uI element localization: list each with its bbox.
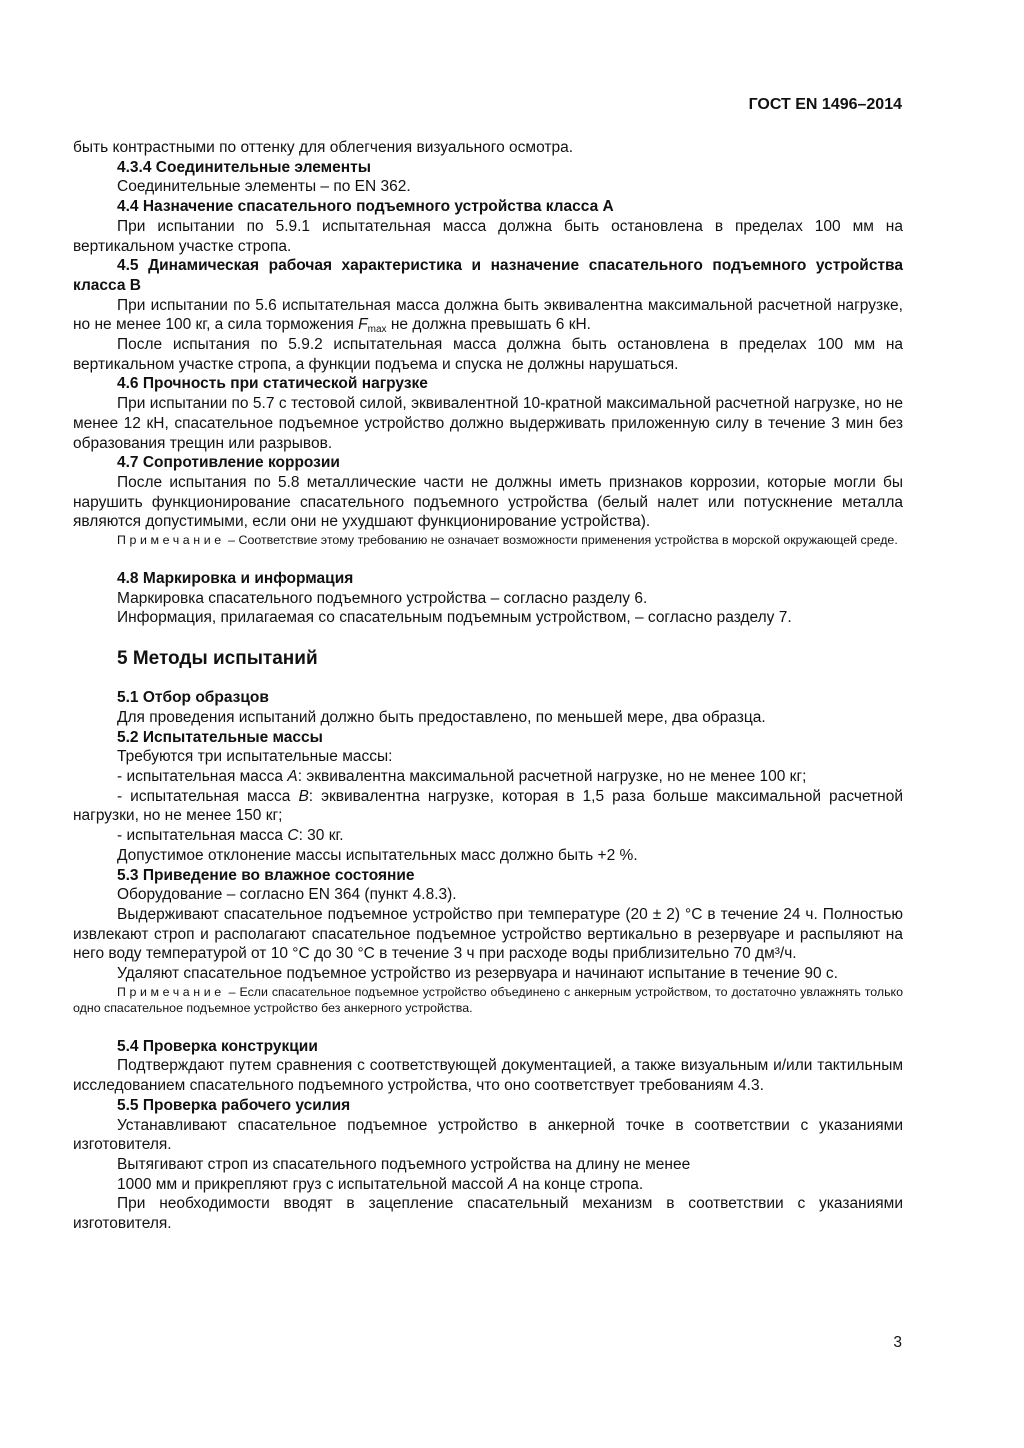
force-subscript: max (367, 324, 387, 336)
note-label: Примечание (117, 533, 225, 548)
text-run: : эквивалентна нагрузке, которая в 1,5 раза больше максимальной расчетной нагрузки, но не менее 150 кг; (73, 787, 903, 825)
section-heading-5: 5 Методы испытаний (117, 648, 318, 670)
subsection-heading-5-3: 5.3 Приведение во влажное состояние (117, 866, 415, 884)
text-run: При испытании по 5.6 испытательная масса должна быть эквивалентна максимальной расчетной нагрузке, но не менее 100 кг, а сила торможения (73, 296, 903, 334)
note (73, 532, 903, 548)
paragraph: Подтверждают путем сравнения с соответствующей документацией, а также визуальным и/или тактильным исследованием спасательного подъемного устройства, что оно соответствует требованиям 4.3. (73, 1057, 903, 1095)
list-item (73, 767, 903, 787)
paragraph: После испытания по 5.8 металлические части не должны иметь признаков коррозии, которые могли бы нарушить функционирование спасательного подъемного устройства (белый налет или потускнение металла являются допустимыми, если они не ухудшают функционирование устройства). (73, 473, 903, 531)
text-run: на конце стропа. (518, 1175, 644, 1193)
page-number: 3 (893, 1334, 902, 1351)
text-run: - испытательная масса (117, 787, 299, 805)
subsection-heading-4-8: 4.8 Маркировка и информация (117, 570, 354, 588)
mass-symbol: С (287, 827, 299, 845)
paragraph: Допустимое отклонение массы испытательных масс должно быть +2 %. (117, 846, 638, 864)
note (73, 984, 903, 1016)
document-body (73, 138, 903, 1234)
paragraph: При необходимости вводят в зацепление спасательный механизм в соответствии с указаниями изготовителя. (73, 1195, 903, 1233)
subsection-heading-4-7: 4.7 Сопротивление коррозии (117, 454, 340, 472)
mass-symbol: А (507, 1175, 519, 1193)
document-code: ГОСТ EN 1496–2014 (748, 96, 902, 113)
paragraph: Вытягивают строп из спасательного подъемного устройства на длину не менее (117, 1155, 691, 1173)
text-run: : эквивалентна максимальной расчетной нагрузке, но не менее 100 кг; (297, 767, 807, 785)
paragraph (73, 296, 903, 335)
spacer (73, 548, 903, 569)
paragraph: Требуются три испытательные массы: (117, 748, 393, 766)
subsection-heading-4-4: 4.4 Назначение спасательного подъемного устройства класса А (117, 198, 614, 216)
note-text: – Если спасательное подъемное устройство объединено с анкерным устройством, то достаточно увлажнять только одно спасательное подъемное устройство без анкерного устройства. (73, 984, 903, 1015)
paragraph: Маркировка спасательного подъемного устройства – согласно разделу 6. (117, 589, 648, 607)
subsection-heading-5-1: 5.1 Отбор образцов (117, 689, 269, 707)
paragraph (73, 1175, 903, 1195)
list-item (73, 826, 903, 846)
paragraph: Оборудование – согласно EN 364 (пункт 4.8.3). (117, 886, 457, 904)
paragraph: При испытании по 5.9.1 испытательная масса должна быть остановлена в пределах 100 мм на вертикальном участке стропа. (73, 217, 903, 255)
text-run: - испытательная масса (117, 827, 288, 845)
spacer (73, 1016, 903, 1037)
paragraph: Информация, прилагаемая со спасательным подъемным устройством, – согласно разделу 7. (117, 609, 792, 627)
subsection-heading-5-2: 5.2 Испытательные массы (117, 728, 323, 746)
text-run: - испытательная масса (117, 767, 288, 785)
subsection-heading-5-4: 5.4 Проверка конструкции (117, 1037, 318, 1055)
subsection-heading-4-6: 4.6 Прочность при статической нагрузке (117, 375, 428, 393)
paragraph: После испытания по 5.9.2 испытательная масса должна быть остановлена в пределах 100 мм на вертикальном участке стропа, а функции подъема и спуска не должны нарушаться. (73, 336, 903, 373)
paragraph: быть контрастными по оттенку для облегчения визуального осмотра. (73, 139, 573, 156)
paragraph: При испытании по 5.7 с тестовой силой, эквивалентной 10-кратной максимальной расчетной нагрузке, но не менее 12 кН, спасательное подъемное устройство должно выдерживать приложенную силу в течение 3 мин без образования трещин или разрывов. (73, 395, 903, 452)
force-symbol: F (358, 316, 368, 334)
subsection-heading-5-5: 5.5 Проверка рабочего усилия (117, 1096, 351, 1114)
paragraph: Выдерживают спасательное подъемное устройство при температуре (20 ± 2) °С в течение 24 ч. Полностью извлекают строп и располагают спасательное подъемное устройство вертикально в резервуаре и распыляют на него воду температурой от 10 °С до 30 °С в течение 3 ч при расходе воды приблизительно 70 дм³/ч. (73, 905, 903, 963)
mass-symbol: А (287, 767, 298, 785)
list-item (73, 787, 903, 826)
subsection-heading-4-3-4: 4.3.4 Соединительные элементы (117, 158, 371, 176)
paragraph: Удаляют спасательное подъемное устройство из резервуара и начинают испытание в течение 90 с. (117, 965, 838, 983)
paragraph: Устанавливают спасательное подъемное устройство в анкерной точке в соответствии с указаниями изготовителя. (73, 1116, 903, 1154)
paragraph: Для проведения испытаний должно быть предоставлено, по меньшей мере, два образца. (117, 708, 766, 726)
text-run: 1000 мм и прикрепляют груз с испытательной массой (117, 1175, 508, 1193)
text-run: не должна превышать 6 кН. (386, 316, 591, 334)
subsection-heading-4-5: 4.5 Динамическая рабочая характеристика и назначение спасательного подъемного устройства класса В (73, 257, 903, 294)
mass-symbol: В (298, 787, 309, 805)
text-run: : 30 кг. (298, 827, 344, 845)
note-text: – Соответствие этому требованию не означает возможности применения устройства в морской окружающей среде. (224, 533, 898, 548)
paragraph: Соединительные элементы – по EN 362. (117, 178, 411, 196)
note-label: Примечание (117, 984, 225, 999)
